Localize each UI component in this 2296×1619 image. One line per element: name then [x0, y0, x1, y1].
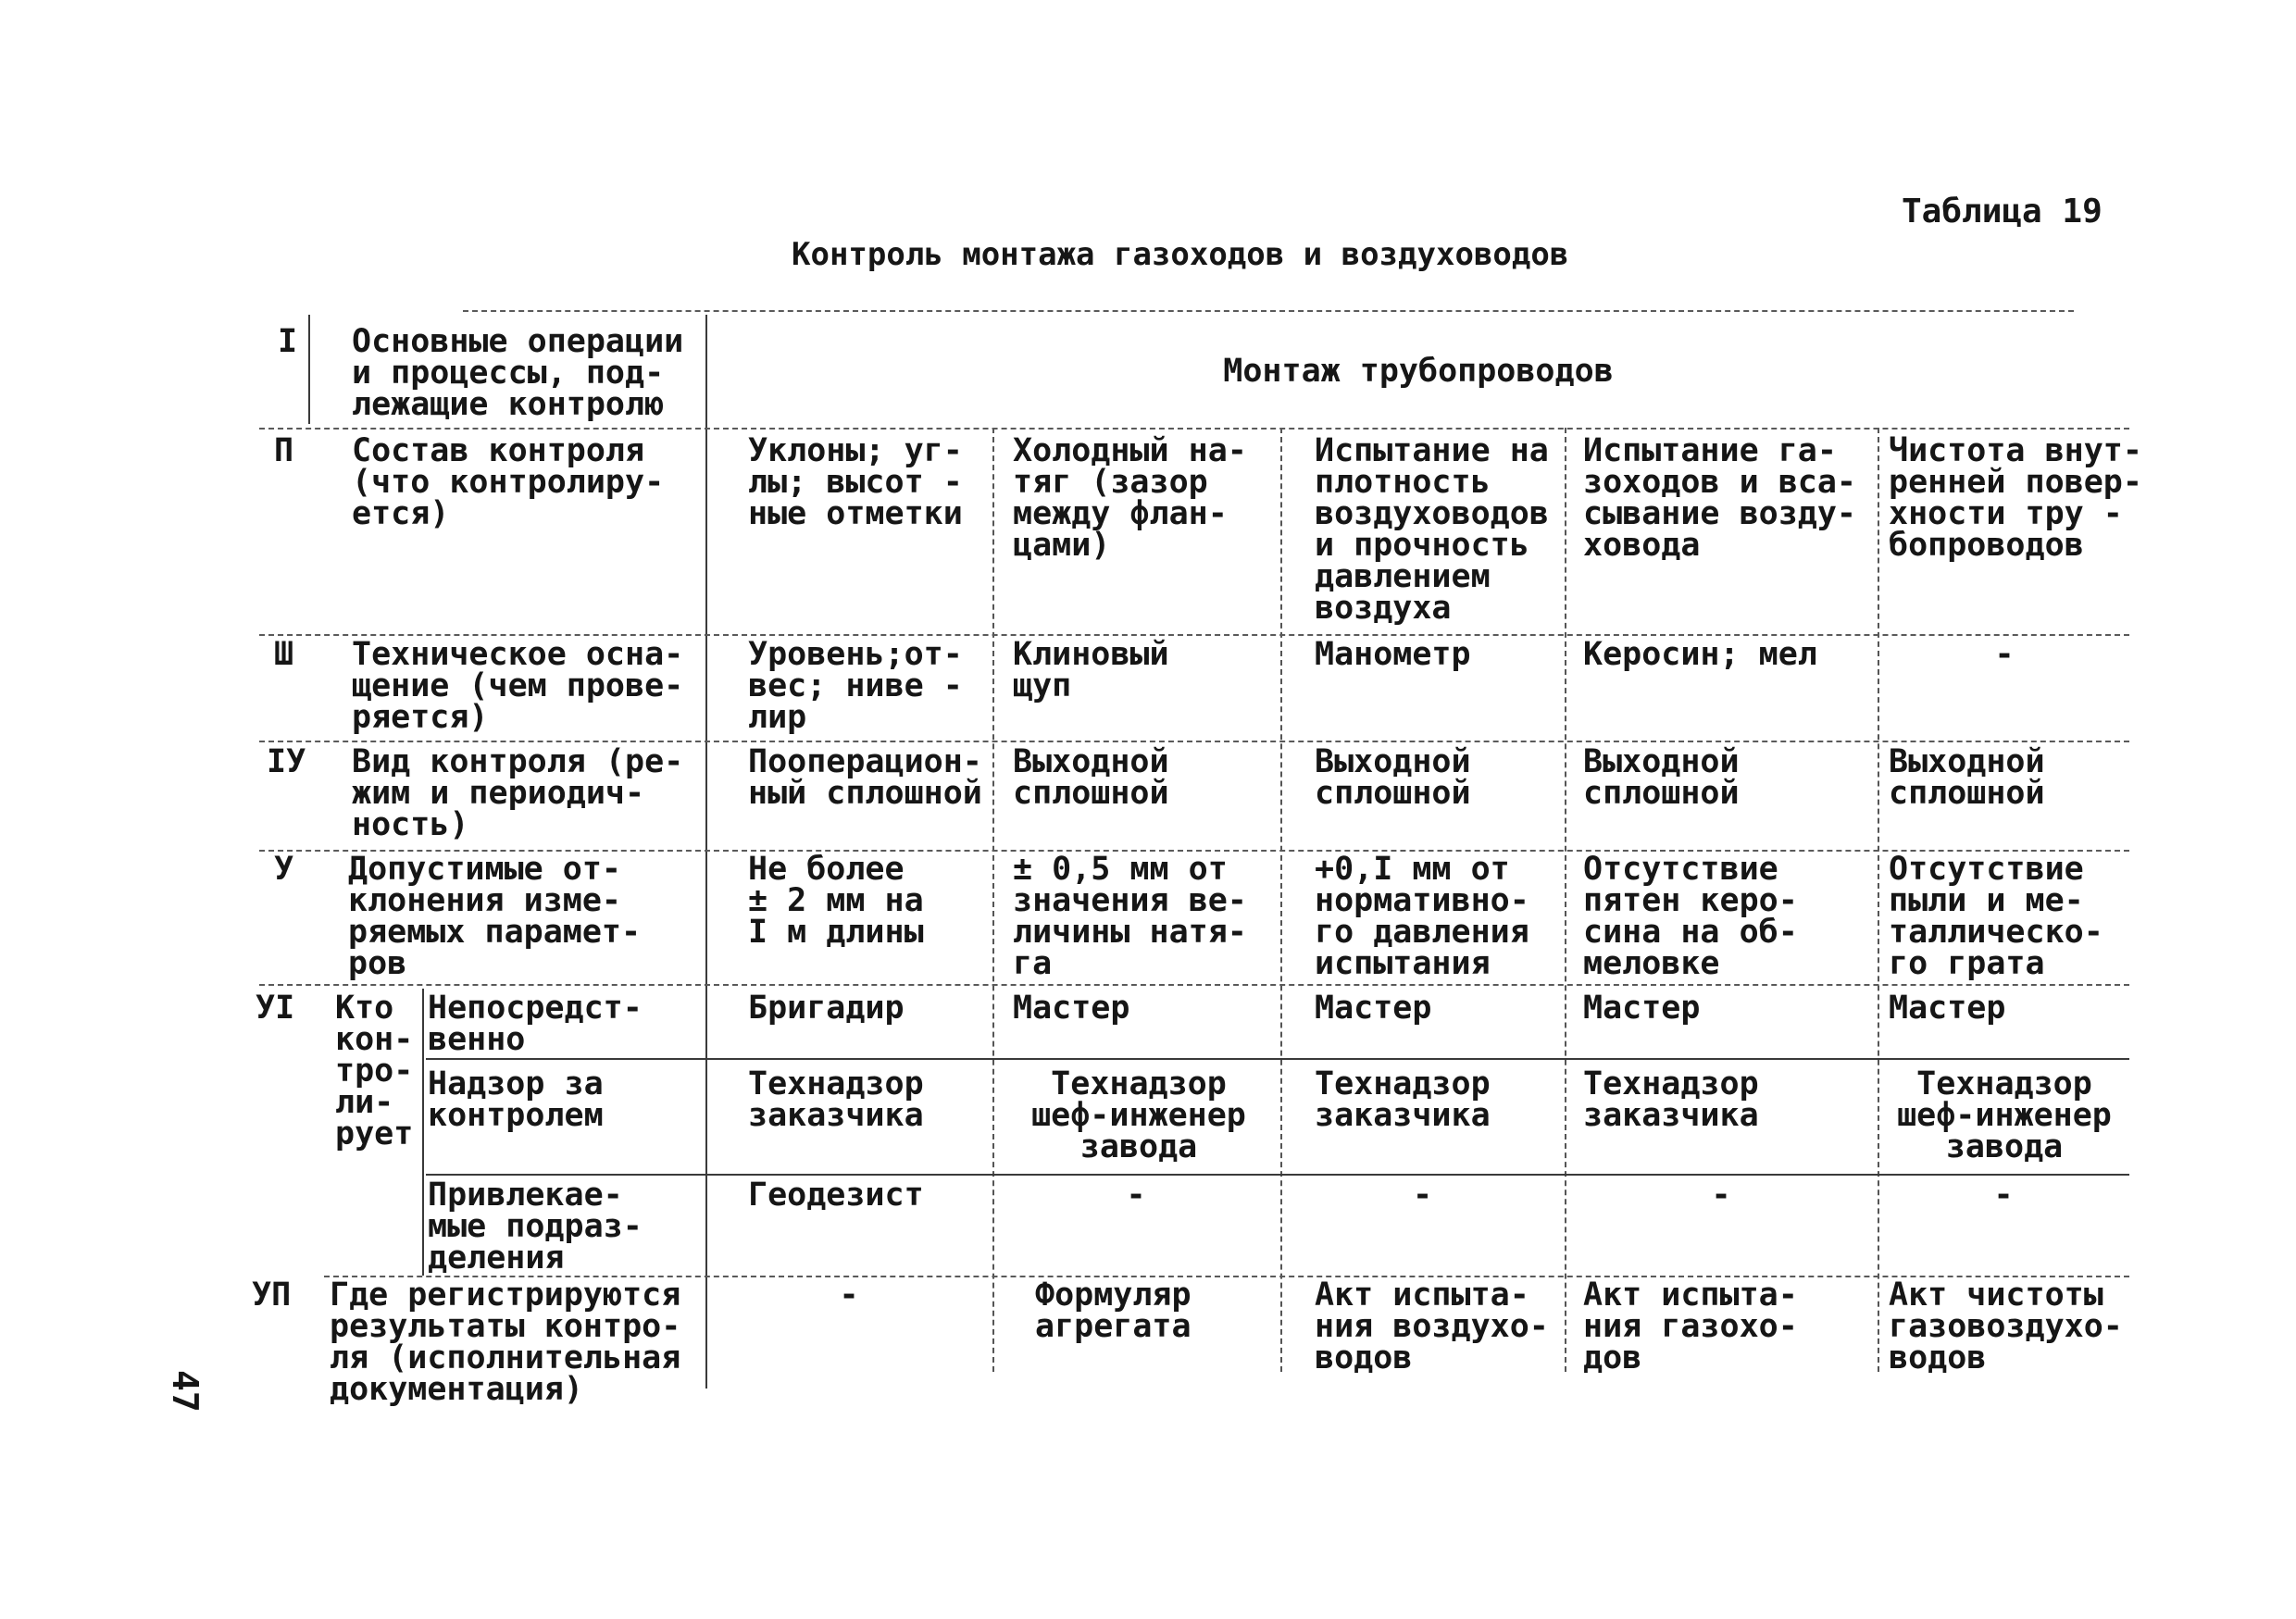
table-label: Таблица 19	[1902, 193, 2103, 230]
row-label-4: Вид контроля (ре- жим и периодич- ность)	[352, 743, 684, 843]
cell-6c-3: -	[1412, 1177, 1433, 1214]
cell-4-3: Выходной сплошной	[1315, 743, 1471, 812]
row-label-6-who: Кто кон- тро- ли- рует	[335, 990, 414, 1152]
label-column-divider	[705, 315, 707, 1389]
cell-6c-1: Геодезист	[748, 1177, 924, 1214]
sub-label-direct: Непосредст- венно	[428, 990, 643, 1058]
cell-6c-4: -	[1711, 1177, 1731, 1214]
row-num-7: УП	[252, 1277, 292, 1314]
row-num-6: УI	[256, 990, 295, 1027]
cell-3-3: Манометр	[1315, 636, 1471, 673]
cell-6a-5: Мастер	[1889, 990, 2006, 1027]
col-divider-1	[992, 428, 994, 1372]
cell-6a-2: Мастер	[1013, 990, 1130, 1027]
num-column-divider	[308, 315, 310, 424]
cell-5-5: Отсутствие пыли и ме- таллическо- го грата	[1889, 851, 2103, 982]
col-divider-2	[1280, 428, 1282, 1372]
row-num-3: Ш	[274, 636, 294, 673]
cell-5-2: ± 0,5 мм от значения ве- личины натя- га	[1013, 851, 1247, 982]
row-rule-6c	[426, 1174, 2129, 1176]
cell-2-2: Холодный на- тяг (зазор между флан- цами)	[1013, 432, 1247, 564]
cell-7-5: Акт чистоты газовоздухо- водов	[1889, 1277, 2123, 1376]
col-divider-4	[1878, 428, 1879, 1372]
cell-2-3: Испытание на плотность воздуховодов и прочность давлением воздуха	[1315, 432, 1549, 627]
cell-2-4: Испытание га- зоходов и вса- сывание возду- ховода	[1583, 432, 1857, 564]
sub-label-supervision: Надзор за контролем	[428, 1065, 604, 1134]
col-divider-3	[1565, 428, 1566, 1372]
cell-6a-4: Мастер	[1583, 990, 1701, 1027]
row-label-5: Допустимые от- клонения изме- ряемых парамет- ров	[348, 851, 642, 982]
cell-7-2: Формуляр агрегата	[1035, 1277, 1192, 1345]
cell-6b-3: Технадзор заказчика	[1315, 1065, 1491, 1134]
cell-6b-1: Технадзор заказчика	[748, 1065, 924, 1134]
document-title: Контроль монтажа газоходов и воздуховодов	[792, 236, 1569, 273]
row-rule-4	[259, 741, 2129, 742]
cell-6c-2: -	[1126, 1177, 1146, 1214]
sub-label-attached: Привлекае- мые подраз- деления	[428, 1177, 643, 1277]
cell-6a-1: Бригадир	[748, 990, 905, 1027]
cell-2-1: Уклоны; уг- лы; высот - ные отметки	[748, 432, 963, 532]
cell-7-4: Акт испыта- ния газохо- дов	[1583, 1277, 1798, 1376]
row-rule-6b	[426, 1058, 2129, 1060]
cell-4-1: Пооперацион- ный сплошной	[748, 743, 982, 812]
row-num-5: У	[274, 851, 294, 888]
row-label-2: Состав контроля (что контролиру- ется)	[352, 432, 665, 532]
who-column-divider	[422, 989, 424, 1276]
cell-6b-4: Технадзор заказчика	[1583, 1065, 1759, 1134]
table-header: Монтаж трубопроводов	[1223, 353, 1614, 390]
cell-6a-3: Мастер	[1315, 990, 1432, 1027]
cell-3-1: Уровень;от- вес; ниве - лир	[748, 636, 963, 736]
cell-5-4: Отсутствие пятен керо- сина на об- меловке	[1583, 851, 1798, 982]
page-number: 47	[165, 1370, 206, 1413]
row-num-4: IУ	[267, 743, 306, 780]
row-label-3: Техническое осна- щение (чем прове- ряется)	[352, 636, 684, 736]
cell-6b-2: Технадзор шеф-инженер завода	[1031, 1065, 1246, 1165]
cell-3-2: Клиновый щуп	[1013, 636, 1169, 704]
cell-4-5: Выходной сплошной	[1889, 743, 2045, 812]
row-label-1: Основные операции и процессы, под- лежащие контролю	[352, 323, 684, 423]
cell-7-3: Акт испыта- ния воздухо- водов	[1315, 1277, 1549, 1376]
cell-4-4: Выходной сплошной	[1583, 743, 1740, 812]
cell-5-1: Не более ± 2 мм на I м длины	[748, 851, 924, 951]
row-rule-6	[259, 984, 2129, 986]
cell-3-5: -	[1994, 636, 2015, 673]
row-num-2: П	[274, 432, 294, 469]
cell-2-5: Чистота внут- ренней повер- хности тру - бопроводов	[1889, 432, 2142, 564]
cell-5-3: +0,I мм от нормативно- го давления испытания	[1315, 851, 1529, 982]
cell-4-2: Выходной сплошной	[1013, 743, 1169, 812]
cell-7-1: -	[839, 1277, 859, 1314]
cell-3-4: Керосин; мел	[1583, 636, 1817, 673]
row-label-7: Где регистрируются результаты контро- ля (исполнительная документация)	[330, 1277, 681, 1408]
cell-6b-5: Технадзор шеф-инженер завода	[1897, 1065, 2112, 1165]
table-top-rule	[463, 310, 2074, 312]
cell-6c-5: -	[1993, 1177, 2014, 1214]
row-rule-2	[259, 428, 2129, 430]
row-num-1: I	[278, 323, 298, 360]
